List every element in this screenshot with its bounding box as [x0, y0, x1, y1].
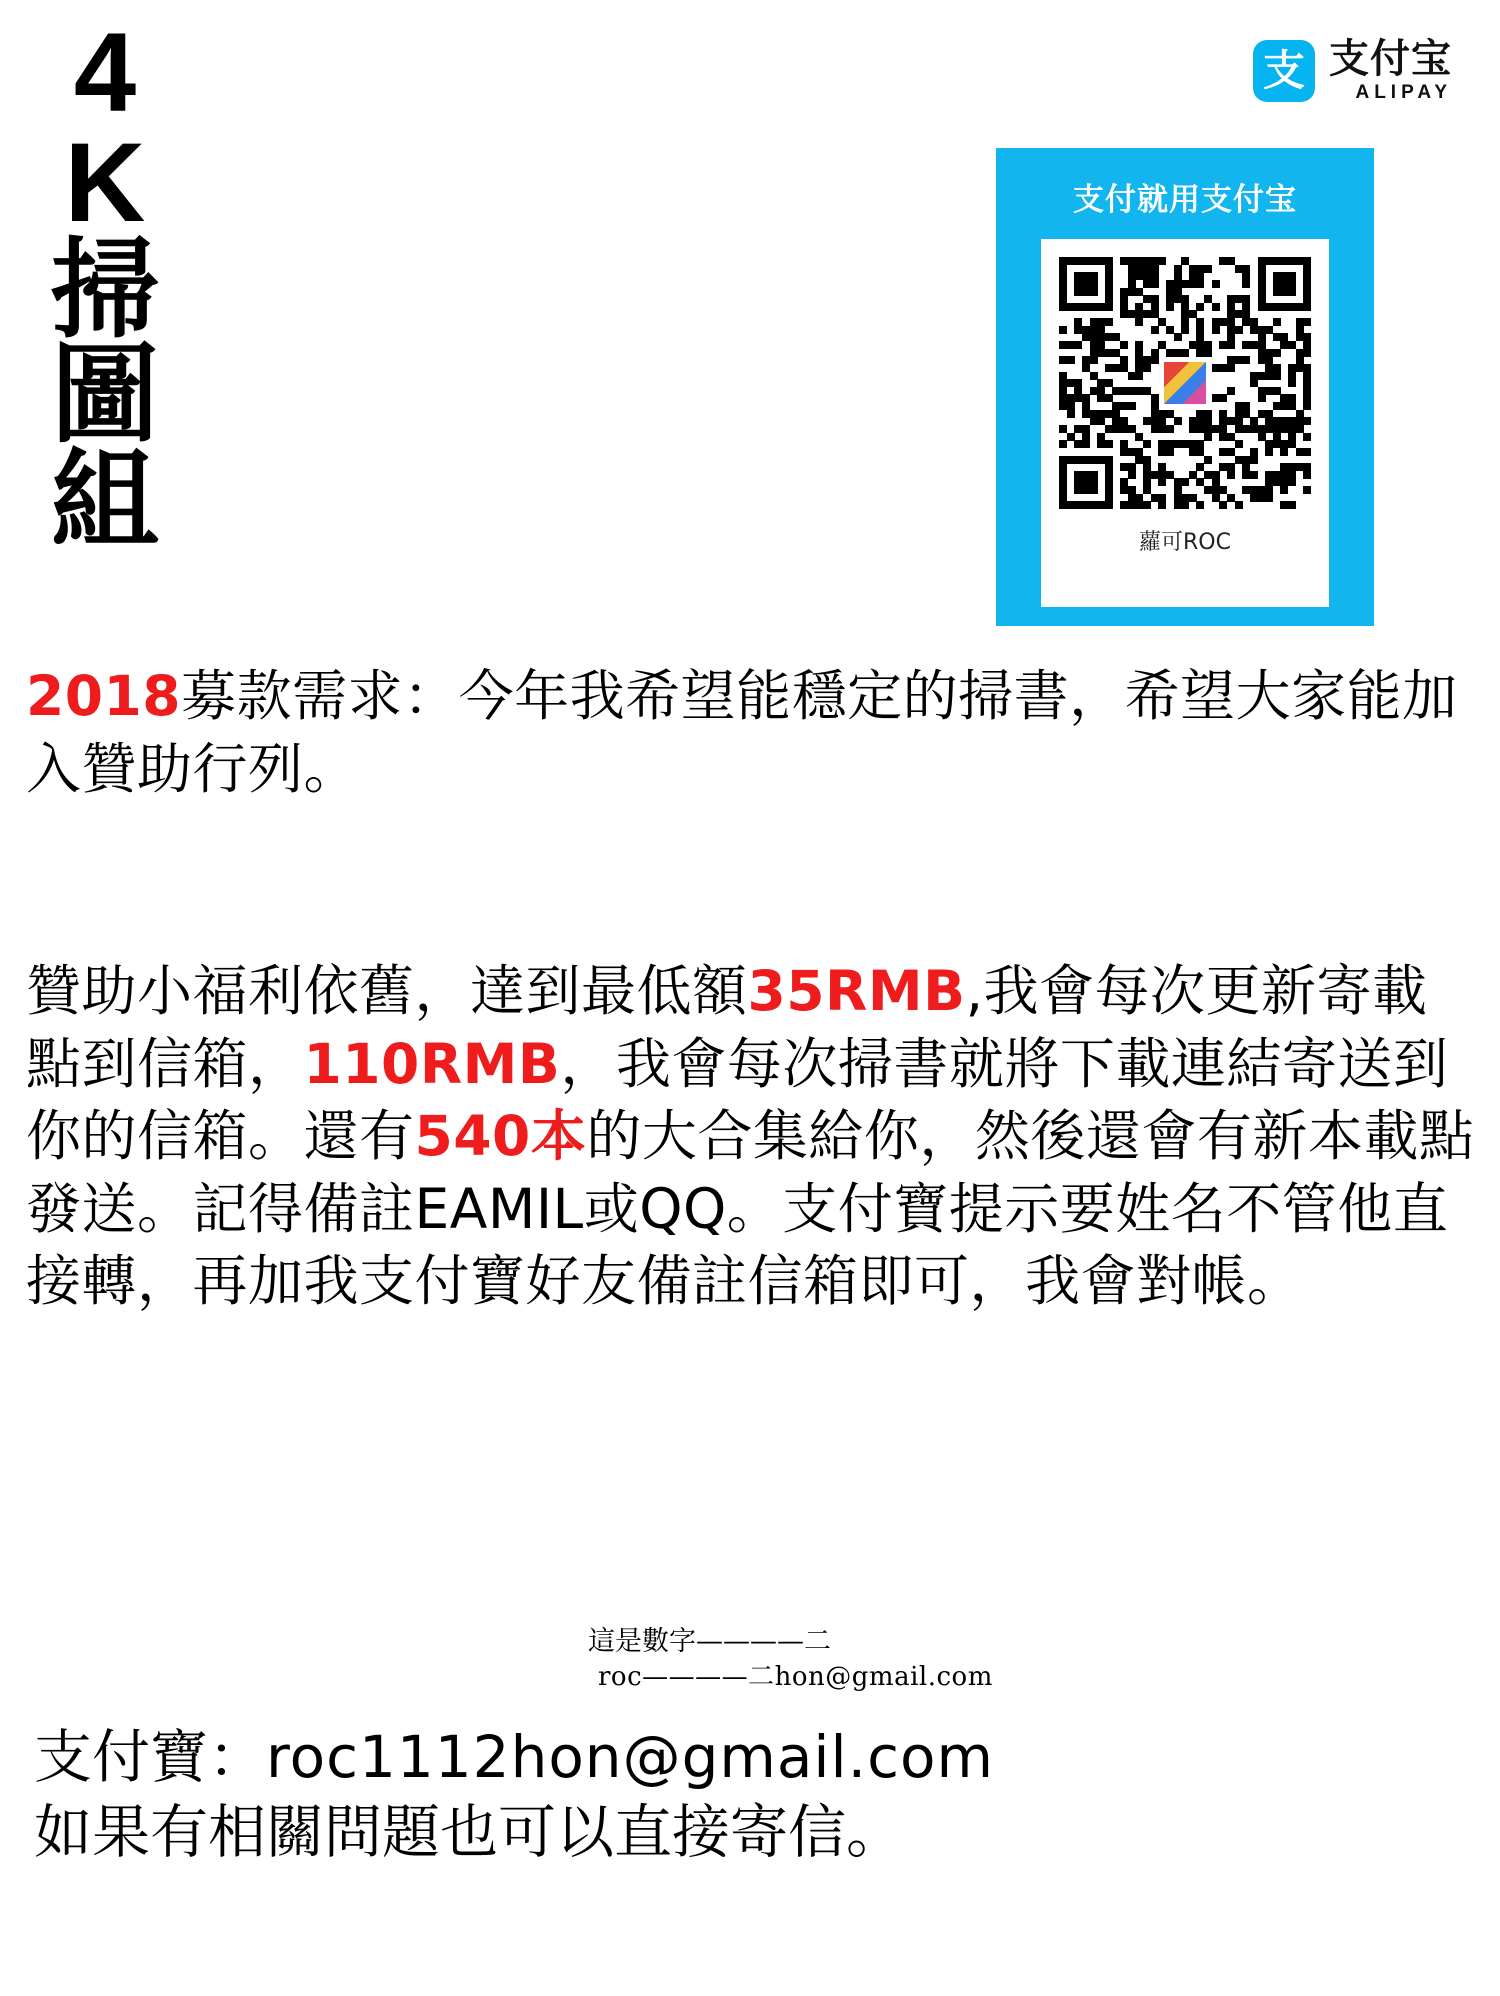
rewards-seg-4: 的大合集給你，然後還會有新本載點發送。記得備註EAMIL或QQ。支付寶提示要姓名不管他直接轉，再加我支付寶好友備註信箱即可，我會對帳。: [26, 1104, 1475, 1314]
contact-email: roc1112hon@gmail.com: [266, 1723, 994, 1791]
contact-label: 支付寶：: [34, 1723, 267, 1791]
contact-note: 如果有相關問題也可以直接寄信。: [34, 1798, 905, 1867]
rewards-paragraph: [26, 955, 1478, 1318]
handwritten-annotation: [588, 1624, 1068, 1694]
alipay-mark-icon: 支: [1253, 40, 1315, 102]
rewards-seg-3: ，我會每次掃書就將下載連結寄送到你的信箱。還有: [26, 1031, 1449, 1169]
intro-text: 募款需求：今年我希望能穩定的掃書，希望大家能加入贊助行列。: [26, 664, 1458, 801]
alipay-qr-card: [996, 148, 1374, 626]
annotation-line-2: roc————二hon@gmail.com: [598, 1661, 993, 1692]
qr-card-inner: [1041, 239, 1329, 607]
qr-card-heading: 支付就用支付宝: [1073, 182, 1297, 218]
title-char-sao: 掃: [50, 227, 159, 353]
alipay-wordmark: [1329, 38, 1452, 104]
title-char-k: K: [64, 119, 146, 245]
rewards-seg-1: 贊助小福利依舊，達到最低額: [26, 959, 748, 1023]
rewards-seg-2: ,我會每次更新寄載點到信箱，: [26, 959, 1428, 1096]
qr-account-name: 蘿可ROC: [1139, 530, 1231, 555]
collection-count-540: 540本: [414, 1104, 587, 1169]
footer-contact: [34, 1720, 1474, 1871]
annotation-line-1: 這是數字————二: [588, 1626, 831, 1657]
alipay-logo: [1253, 38, 1452, 104]
qr-center-avatar-icon: [1161, 359, 1209, 407]
title-char-4: 4: [73, 10, 137, 135]
year-highlight: 2018: [26, 664, 182, 728]
contact-line: [34, 1720, 1474, 1795]
alipay-name-cn: 支付宝: [1329, 36, 1452, 82]
title-char-zu: 組: [50, 439, 159, 565]
fundraising-intro-paragraph: [26, 660, 1474, 805]
tier-amount-110: 110RMB: [303, 1031, 561, 1096]
tier-amount-35: 35RMB: [747, 959, 966, 1023]
alipay-name-en: ALIPAY: [1355, 82, 1452, 103]
page-title-vertical: [30, 10, 180, 565]
qr-code-image: [1059, 257, 1311, 509]
title-char-tu: 圖: [50, 333, 159, 459]
